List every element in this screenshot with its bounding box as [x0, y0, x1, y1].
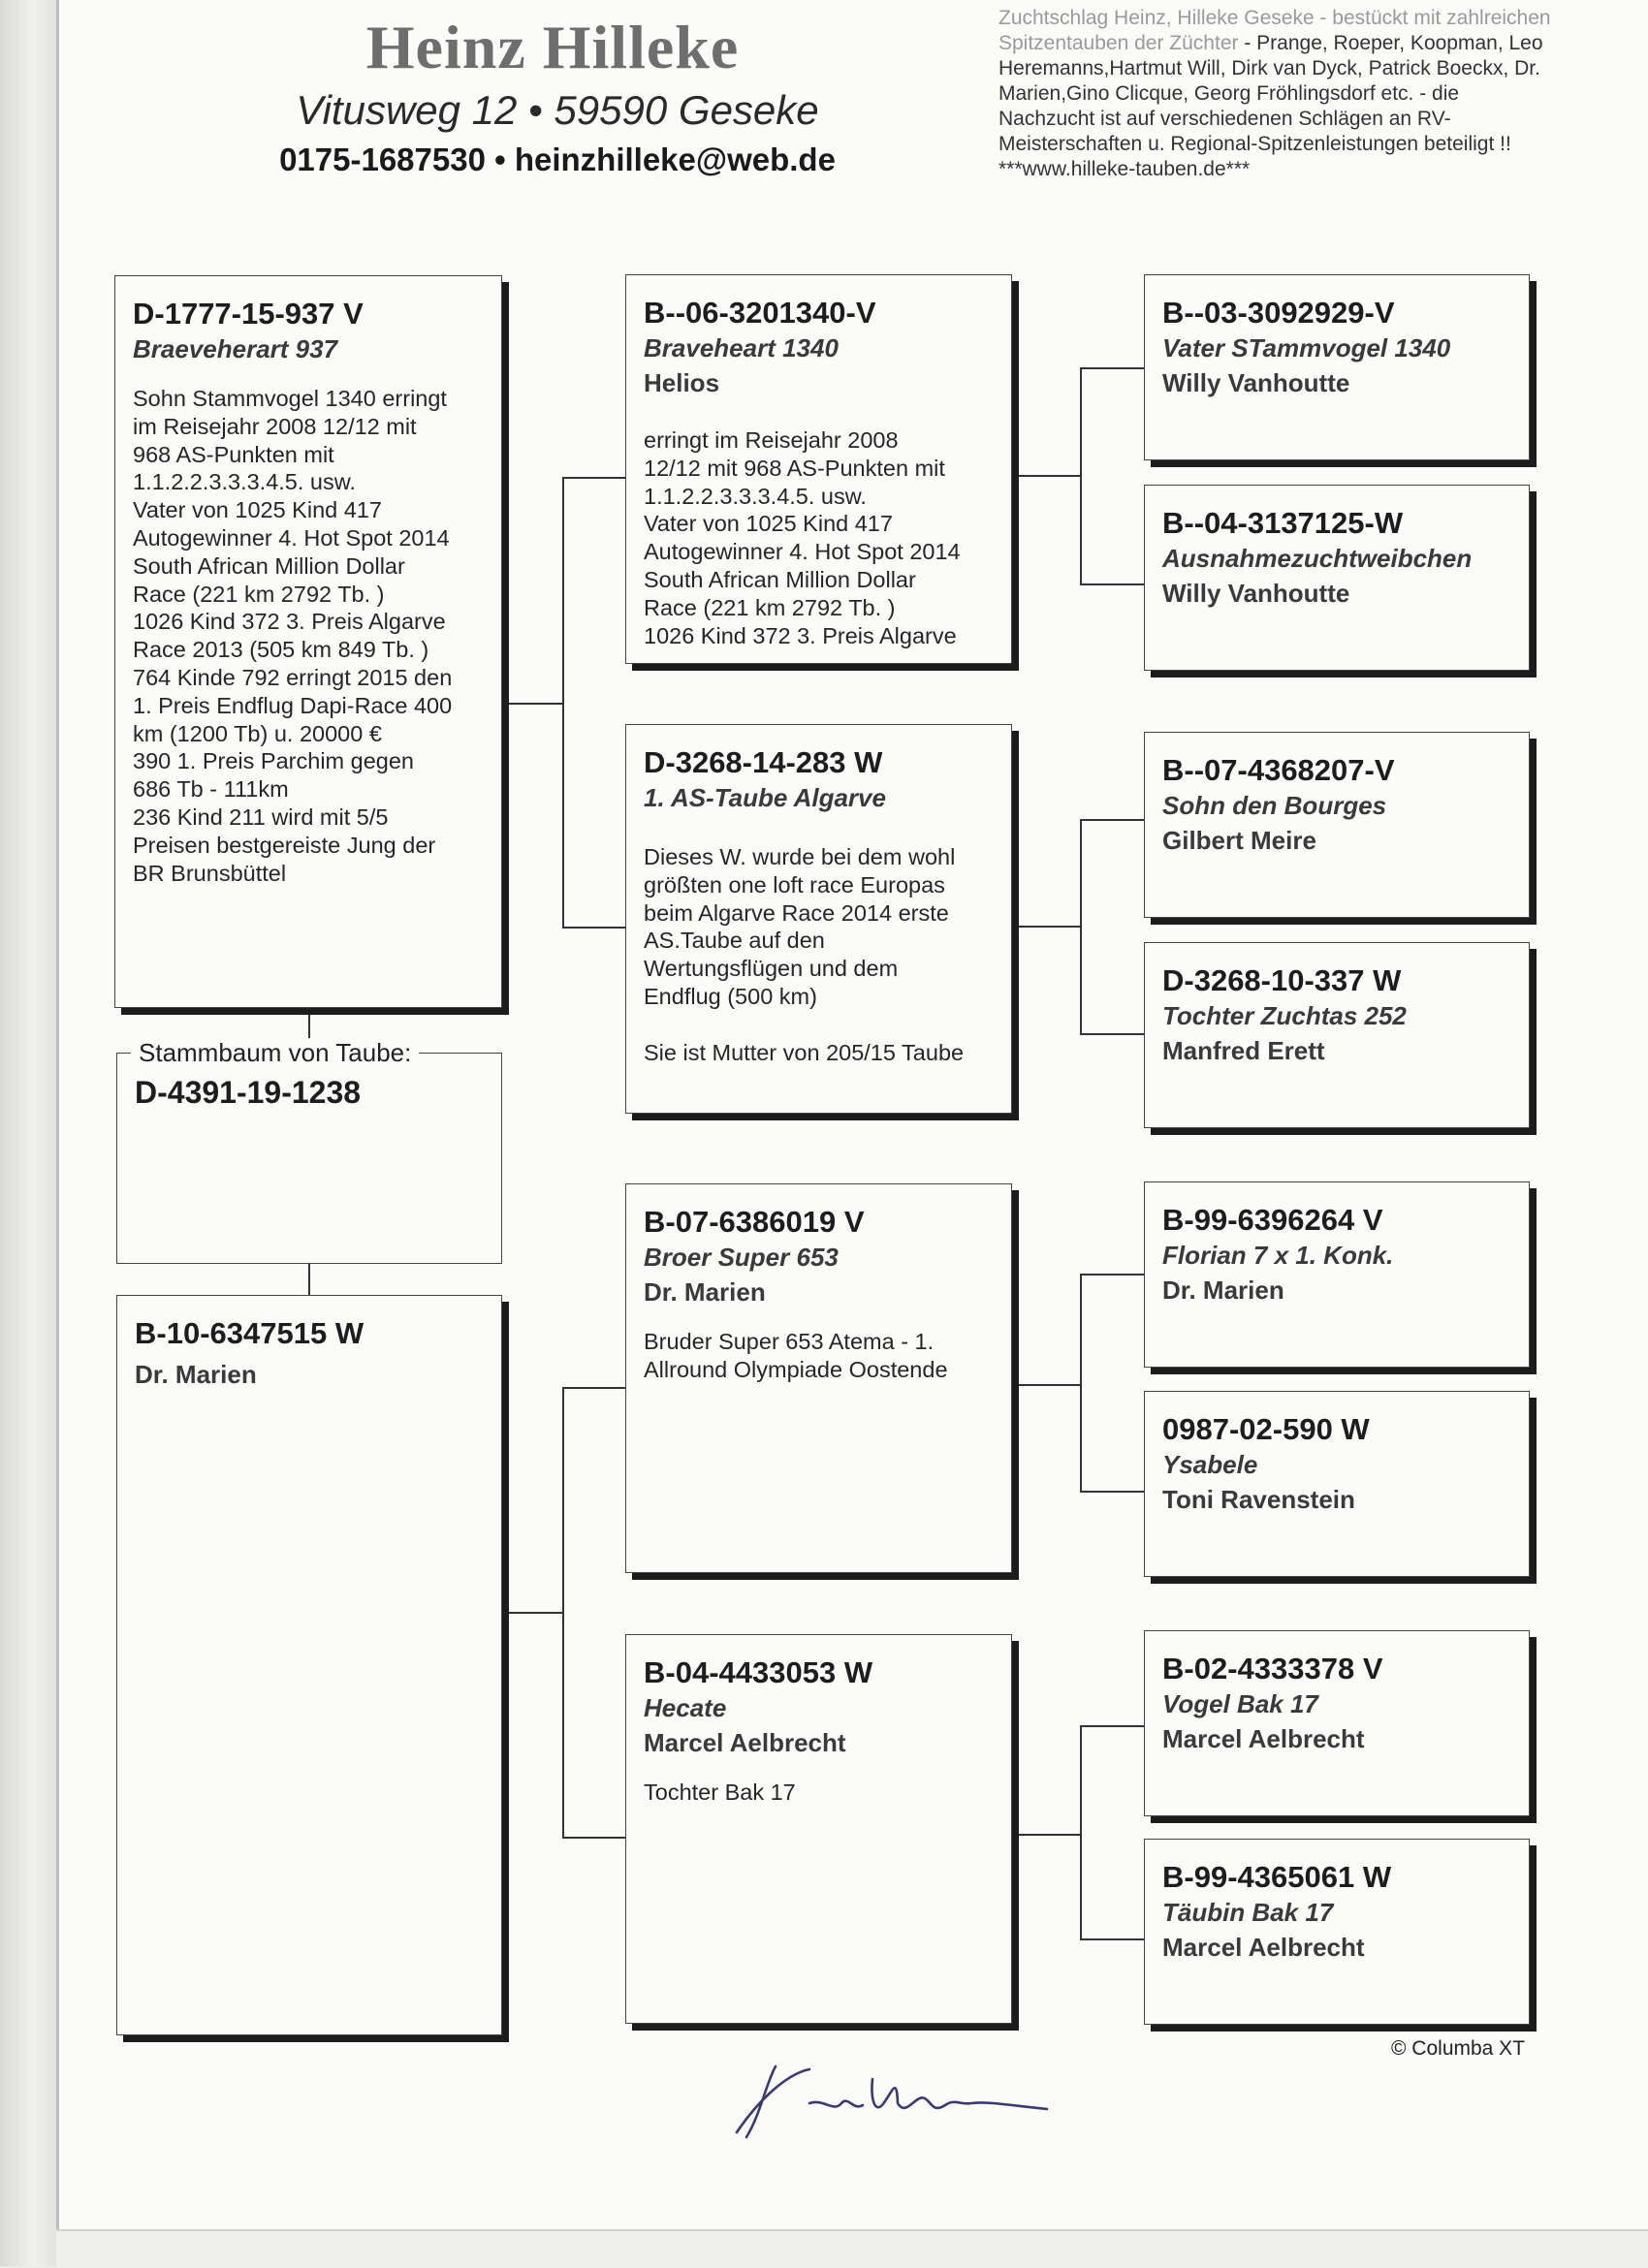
connector — [562, 477, 625, 479]
ring-number: B-04-4433053 W — [644, 1655, 873, 1689]
ring-number: D-3268-10-337 W — [1162, 963, 1402, 997]
pigeon-description: Tochter Bak 17 — [644, 1780, 796, 1805]
ring-number: D-1777-15-937 V — [133, 297, 364, 331]
handwritten-signature — [717, 2045, 1076, 2152]
pigeon-name: Braveheart 1340 — [644, 333, 839, 362]
connector — [1080, 1274, 1144, 1276]
pigeon-name: Broer Super 653 — [644, 1243, 839, 1272]
ring-number: B--03-3092929-V — [1162, 296, 1395, 330]
pigeon-name: Sohn den Bourges — [1162, 791, 1387, 820]
connector — [1080, 1033, 1144, 1035]
ring-number: 0987-02-590 W — [1162, 1412, 1370, 1446]
ring-number: B--07-4368207-V — [1162, 753, 1395, 787]
pigeon-description: Bruder Super 653 Atema - 1. Allround Olympiade Oostende — [644, 1329, 948, 1382]
breeder: Toni Ravenstein — [1162, 1485, 1355, 1514]
breeder: Manfred Erett — [1162, 1036, 1325, 1065]
pigeon-description: Sohn Stammvogel 1340 erringt im Reisejahr 2008 12/12 mit 968 AS-Punkten mit 1.1.2.2.3.3.3.4.5. usw. Vater von 1025 Kind 417 Autogewinner 4. Hot Spot 2014 South African Million Dollar Race (221 km 2792 Tb. ) 1026 Kind 372 3. Preis Algarve Race 2013 (505 km 849 Tb. ) 764 Kinde 792 erringt 2015 den 1. Preis Endflug Dapi-Race 400 km (1200 Tb) u. 20000 € 390 1. Preis Parchim gegen 686 Tb - 111km 236 Kind 211 wird mit 5/5 Preisen bestgereiste Jung der BR Brunsbüttel — [133, 386, 453, 886]
breeder-name-title: Heinz Hilleke — [365, 13, 740, 81]
breeder: Marcel Aelbrecht — [1162, 1724, 1365, 1753]
connector — [1080, 819, 1082, 1034]
great-grandparent-box-ffm — [1144, 485, 1530, 671]
connector — [1018, 926, 1081, 928]
breeder: Willy Vanhoutte — [1162, 368, 1350, 397]
connector — [562, 477, 564, 928]
connector — [1080, 819, 1144, 821]
father-box — [114, 275, 502, 1008]
scan-edge — [0, 0, 56, 2266]
connector — [562, 1387, 564, 1838]
pigeon-name: 1. AS-Taube Algarve — [644, 783, 886, 812]
maternal-grandfather-box — [625, 1183, 1012, 1573]
connector — [1080, 1725, 1144, 1727]
connector — [508, 1612, 563, 1614]
pigeon-name: Florian 7 x 1. Konk. — [1162, 1241, 1394, 1270]
breeder: Marcel Aelbrecht — [1162, 1933, 1365, 1962]
breeder: Dr. Marien — [644, 1277, 766, 1307]
pigeon-name: Vogel Bak 17 — [1162, 1689, 1318, 1718]
breeder-address: Vitusweg 12 • 59590 Geseke — [296, 87, 819, 133]
connector — [308, 1264, 310, 1295]
paternal-grandfather-box — [625, 274, 1012, 664]
pigeon-name: Täubin Bak 17 — [1162, 1898, 1334, 1927]
copyright-notice: © Columba XT — [1391, 2037, 1526, 2060]
breeder: Dr. Marien — [1162, 1276, 1284, 1305]
connector — [1080, 1938, 1144, 1940]
scan-bottom-edge — [56, 2229, 1648, 2268]
pigeon-name: Ausnahmezuchtweibchen — [1162, 544, 1473, 573]
subject-pigeon-box — [116, 1038, 502, 1264]
pigeon-name: Tochter Zuchtas 252 — [1162, 1001, 1407, 1030]
pigeon-description: Dieses W. wurde bei dem wohl größten one loft race Europas beim Algarve Race 2014 erste AS.Taube auf den Wertungsflügen und dem Endflug (500 km) Sie ist Mutter von 205/15 Taube — [644, 844, 965, 1065]
loft-description-faint: Zuchtschlag Heinz, Hilleke Geseke - bestückt mit zahlreichen Spitzentauben der Züchter — [998, 7, 1551, 54]
breeder-contact: 0175-1687530 • heinzhilleke@web.de — [279, 142, 836, 177]
connector — [508, 703, 563, 705]
pigeon-description: erringt im Reisejahr 2008 12/12 mit 968 AS-Punkten mit 1.1.2.2.3.3.3.4.5. usw. Vater von 1025 Kind 417 Autogewinner 4. Hot Spot 2014 South African Million Dollar Race (221 km 2792 Tb. ) 1026 Kind 372 3. Preis Algarve — [644, 427, 961, 648]
maternal-grandmother-box — [625, 1634, 1012, 2024]
pigeon-name: Hecate — [644, 1693, 727, 1722]
great-grandparent-box-mfm — [1144, 1391, 1530, 1577]
great-grandparent-box-mff — [1144, 1181, 1530, 1368]
loft-description-main: - Prange, Roeper, Koopman, Leo Heremanns,Hartmut Will, Dirk van Dyck, Patrick Boeckx, Dr. Marien,Gino Clicque, Georg Fröhlingsdorf etc. - die Nachzucht ist auf verschiedenen Schlägen an RV-Meisterschaften u. Regional-Spitzenleistungen beteiligt !! ***www.hilleke-tauben.de*** — [998, 32, 1543, 180]
breeder: Helios — [644, 368, 720, 397]
ring-number: B-10-6347515 W — [135, 1316, 364, 1350]
great-grandparent-box-mmf — [1144, 1630, 1530, 1816]
great-grandparent-box-fmf — [1144, 732, 1530, 918]
connector — [1080, 367, 1082, 584]
connector — [1018, 475, 1081, 477]
ring-number: B--06-3201340-V — [644, 296, 876, 330]
pigeon-name: Vater STammvogel 1340 — [1162, 333, 1451, 362]
ring-number: B-02-4333378 V — [1162, 1652, 1383, 1685]
loft-description — [998, 6, 1561, 182]
great-grandparent-box-mmm — [1144, 1839, 1530, 2025]
ring-number: D-3268-14-283 W — [644, 745, 883, 779]
connector — [562, 927, 625, 929]
connector — [1080, 367, 1144, 369]
great-grandparent-box-fmm — [1144, 942, 1530, 1128]
subject-ring-number: D-4391-19-1238 — [135, 1075, 362, 1110]
breeder: Gilbert Meire — [1162, 826, 1316, 855]
subject-caption: Stammbaum von Taube: — [131, 1038, 419, 1068]
connector — [1080, 1725, 1082, 1939]
breeder: Dr. Marien — [135, 1360, 257, 1389]
ring-number: B-99-6396264 V — [1162, 1203, 1383, 1237]
mother-box — [116, 1295, 502, 2035]
ring-number: B-07-6386019 V — [644, 1205, 865, 1239]
ring-number: B--04-3137125-W — [1162, 506, 1404, 540]
pigeon-name: Ysabele — [1162, 1450, 1258, 1479]
connector — [562, 1837, 625, 1839]
connector — [1080, 1274, 1082, 1492]
connector — [1080, 583, 1144, 585]
connector — [1018, 1384, 1081, 1386]
connector — [562, 1387, 625, 1389]
breeder: Willy Vanhoutte — [1162, 579, 1350, 608]
paternal-grandmother-box — [625, 724, 1012, 1114]
connector — [1018, 1834, 1081, 1836]
great-grandparent-box-fff — [1144, 274, 1530, 460]
breeder: Marcel Aelbrecht — [644, 1728, 846, 1757]
connector — [1080, 1491, 1144, 1493]
ring-number: B-99-4365061 W — [1162, 1860, 1392, 1894]
pigeon-name: Braeveherart 937 — [133, 334, 338, 363]
